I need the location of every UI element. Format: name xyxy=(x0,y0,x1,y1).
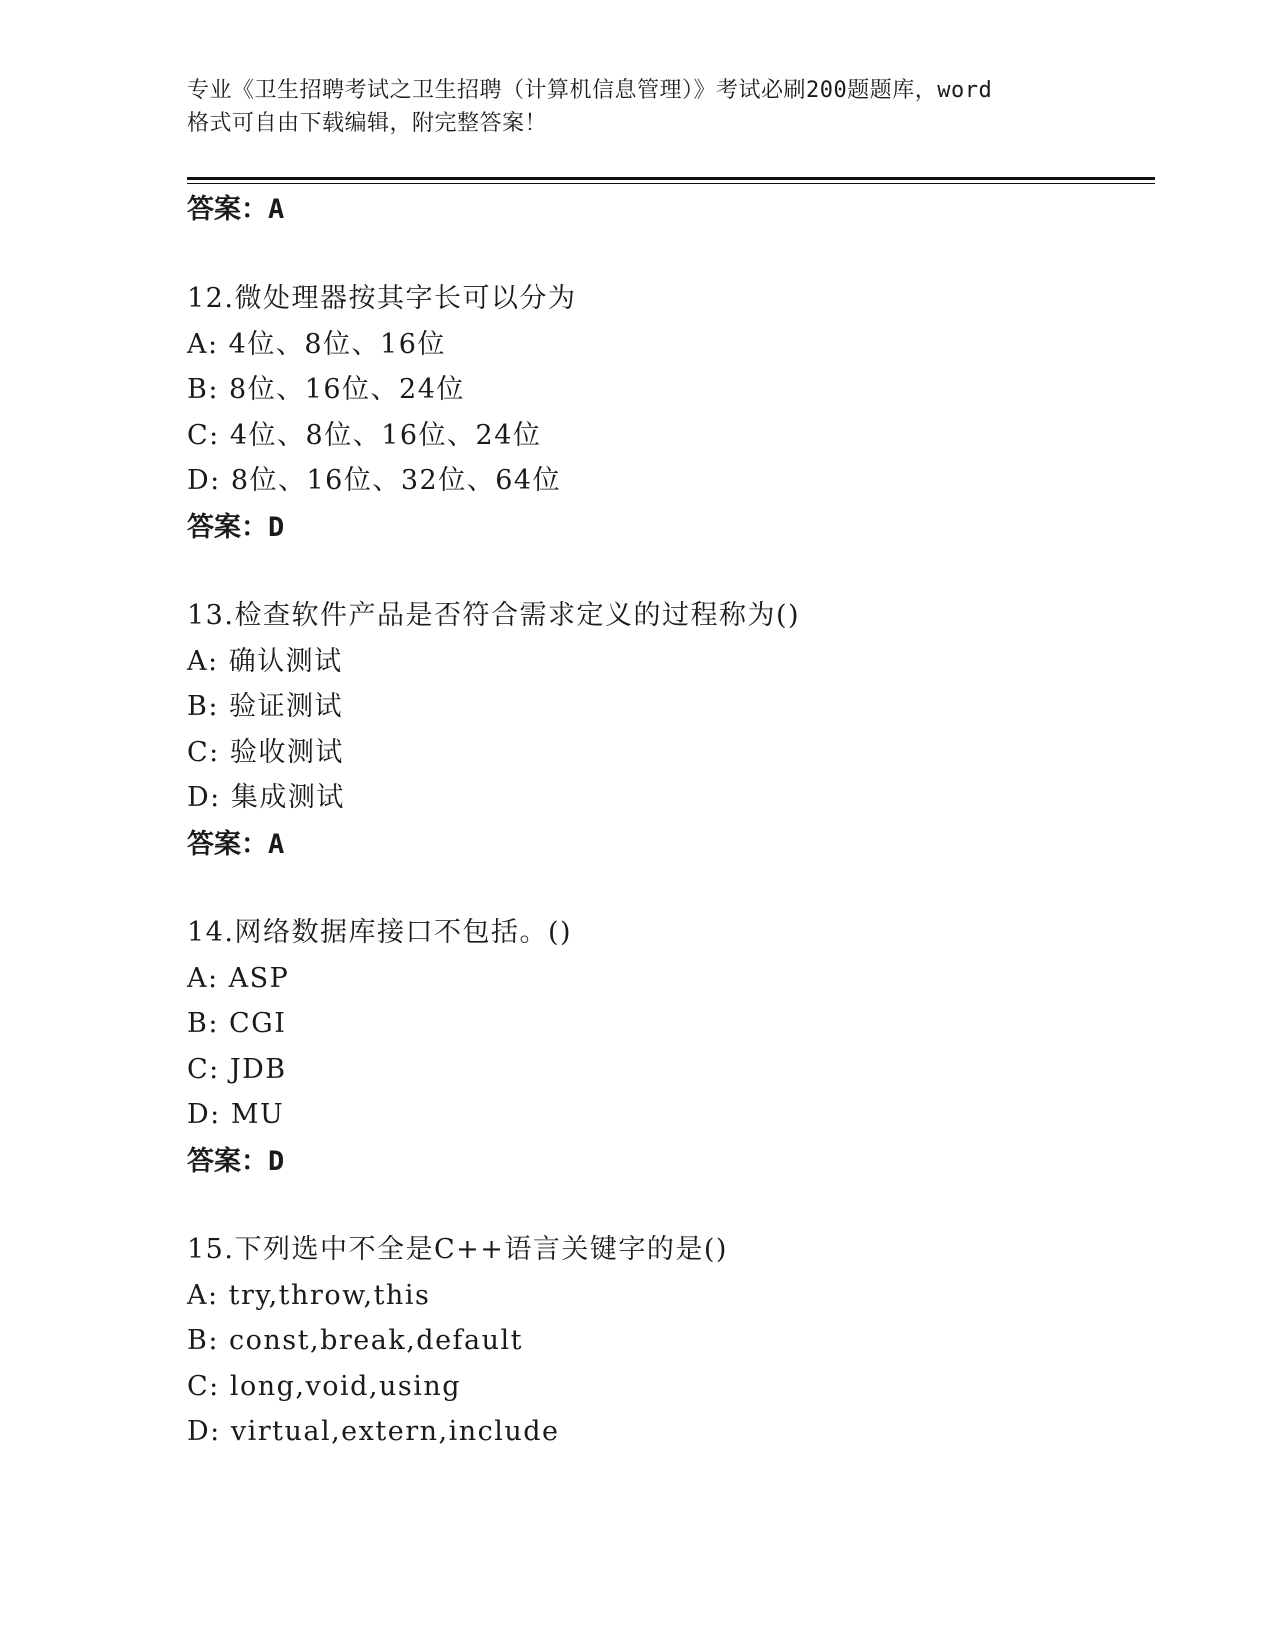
option-a: A: ASP xyxy=(187,962,290,994)
option-c: C: 4位、8位、16位、24位 xyxy=(187,419,542,451)
answer-line: 答案：D xyxy=(187,1146,285,1177)
question-block-15 xyxy=(187,1227,728,1455)
question-text: 13.检查软件产品是否符合需求定义的过程称为() xyxy=(187,600,801,631)
option-d: D: virtual,extern,include xyxy=(187,1416,560,1447)
question-block-13 xyxy=(187,593,800,821)
header-divider-thick xyxy=(187,177,1155,180)
question-text: 12.微处理器按其字长可以分为 xyxy=(187,283,577,314)
option-c: C: 验收测试 xyxy=(187,736,344,768)
document-header xyxy=(187,74,1087,140)
option-d: D: MU xyxy=(187,1099,285,1130)
option-a: A: try,throw,this xyxy=(187,1279,431,1311)
header-divider-thin xyxy=(187,183,1155,184)
answer-line: 答案：A xyxy=(187,829,285,860)
question-block-12 xyxy=(187,276,576,504)
answer-line: 答案：A xyxy=(187,194,285,225)
option-b: B: CGI xyxy=(187,1008,287,1039)
option-c: C: JDB xyxy=(187,1053,287,1085)
question-text: 14.网络数据库接口不包括。() xyxy=(187,917,573,948)
option-d: D: 集成测试 xyxy=(187,782,345,813)
option-b: B: 8位、16位、24位 xyxy=(187,374,465,405)
header-line-2: 格式可自由下载编辑，附完整答案！ xyxy=(187,111,548,136)
answer-line: 答案：D xyxy=(187,512,285,543)
header-line-1: 专业《卫生招聘考试之卫生招聘（计算机信息管理）》考试必刷200题题库，word xyxy=(187,78,993,103)
option-c: C: long,void,using xyxy=(187,1370,462,1402)
option-b: B: const,break,default xyxy=(187,1325,524,1356)
option-d: D: 8位、16位、32位、64位 xyxy=(187,465,562,496)
option-a: A: 4位、8位、16位 xyxy=(187,328,446,360)
question-text: 15.下列选中不全是C++语言关键字的是() xyxy=(187,1234,728,1265)
option-a: A: 确认测试 xyxy=(187,645,343,677)
question-block-14 xyxy=(187,910,572,1138)
option-b: B: 验证测试 xyxy=(187,691,344,722)
